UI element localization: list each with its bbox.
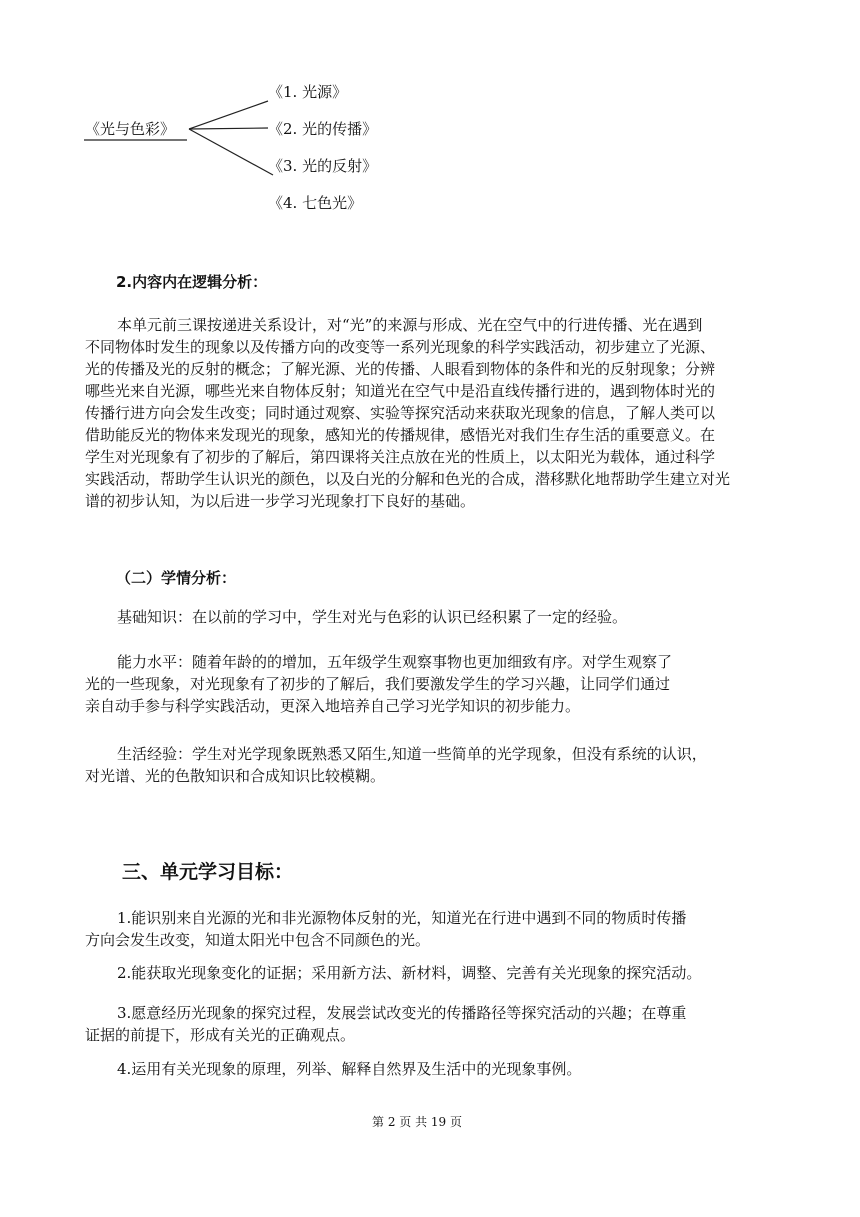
diagram-root: 《光与色彩》 <box>85 120 176 138</box>
goal-2 <box>85 962 790 984</box>
students-ability-line: 光的一些现象，对光现象有了初步的了解后，我们要激发学生的学习兴趣，让同学们通过 <box>85 675 671 693</box>
logic-line: 学生对光现象有了初步的了解后，第四课将关注点放在光的性质上，以太阳光为载体，通过科学 <box>85 448 716 466</box>
logic-line: 传播行进方向会发生改变；同时通过观察、实验等探究活动来获取光现象的信息，了解人类可以 <box>85 404 716 422</box>
goal-line: 3.愿意经历光现象的探究过程，发展尝试改变光的传播路径等探究活动的兴趣；在尊重 <box>117 1004 687 1022</box>
logic-line: 光的传播及光的反射的概念；了解光源、光的传播、人眼看到物体的条件和光的反射现象；分辨 <box>85 360 716 378</box>
goal-line: 方向会发生改变，知道太阳光中包含不同颜色的光。 <box>85 931 431 949</box>
branch-line-3 <box>189 129 273 175</box>
goal-4 <box>85 1058 790 1080</box>
goal-line: 1.能识别来自光源的光和非光源物体反射的光，知道光在行进中遇到不同的物质时传播 <box>117 909 687 927</box>
goal-1 <box>85 907 790 951</box>
goals-heading: 三、单元学习目标： <box>122 861 294 883</box>
students-basic <box>85 606 790 628</box>
students-life <box>85 743 790 787</box>
logic-line: 本单元前三课按递进关系设计，对“光”的来源与形成、光在空气中的行进传播、光在遇到 <box>117 316 703 334</box>
students-life-line: 生活经验：学生对光学现象既熟悉又陌生,知道一些简单的光学现象，但没有系统的认识， <box>117 745 707 763</box>
students-basic-line: 基础知识：在以前的学习中，学生对光与色彩的认识已经积累了一定的经验。 <box>117 608 628 626</box>
logic-line: 借助能反光的物体来发现光的现象，感知光的传播规律，感悟光对我们生存生活的重要意义。在 <box>85 426 716 444</box>
goal-line: 4.运用有关光现象的原理，列举、解释自然界及生活中的光现象事例。 <box>117 1060 582 1078</box>
logic-paragraph <box>85 314 790 512</box>
logic-line: 不同物体时发生的现象以及传播方向的改变等一系列光现象的科学实践活动，初步建立了光源、 <box>85 338 716 356</box>
diagram-branch-1: 《1. 光源》 <box>268 83 348 101</box>
goal-line: 2.能获取光现象变化的证据；采用新方法、新材料，调整、完善有关光现象的探究活动。 <box>117 964 702 982</box>
logic-line: 谱的初步认知，为以后进一步学习光现象打下良好的基础。 <box>85 492 476 510</box>
students-ability <box>85 651 790 717</box>
page-number: 第 2 页 共 19 页 <box>372 1115 462 1129</box>
logic-line: 哪些光来自光源，哪些光来自物体反射；知道光在空气中是沿直线传播行进的，遇到物体时光的 <box>85 382 716 400</box>
students-ability-line: 能力水平：随着年龄的的增加，五年级学生观察事物也更加细致有序。对学生观察了 <box>117 653 673 671</box>
students-life-line: 对光谱、光的色散知识和合成知识比较模糊。 <box>85 767 386 785</box>
diagram-branch-3: 《3. 光的反射》 <box>268 157 378 175</box>
logic-line: 实践活动，帮助学生认识光的颜色，以及白光的分解和色光的合成，潜移默化地帮助学生建立对光 <box>85 470 731 488</box>
goal-3 <box>85 1002 790 1046</box>
students-heading: （二）学情分析： <box>116 569 237 587</box>
diagram-branch-4: 《4. 七色光》 <box>268 194 363 212</box>
goal-line: 证据的前提下，形成有关光的正确观点。 <box>85 1026 356 1044</box>
branch-line-1 <box>189 101 268 129</box>
branch-line-2 <box>189 128 268 129</box>
students-ability-line: 亲自动手参与科学实践活动，更深入地培养自己学习光学知识的初步能力。 <box>85 697 581 715</box>
logic-heading: 2.内容内在逻辑分析： <box>116 273 268 291</box>
diagram-branch-2: 《2. 光的传播》 <box>268 120 378 138</box>
